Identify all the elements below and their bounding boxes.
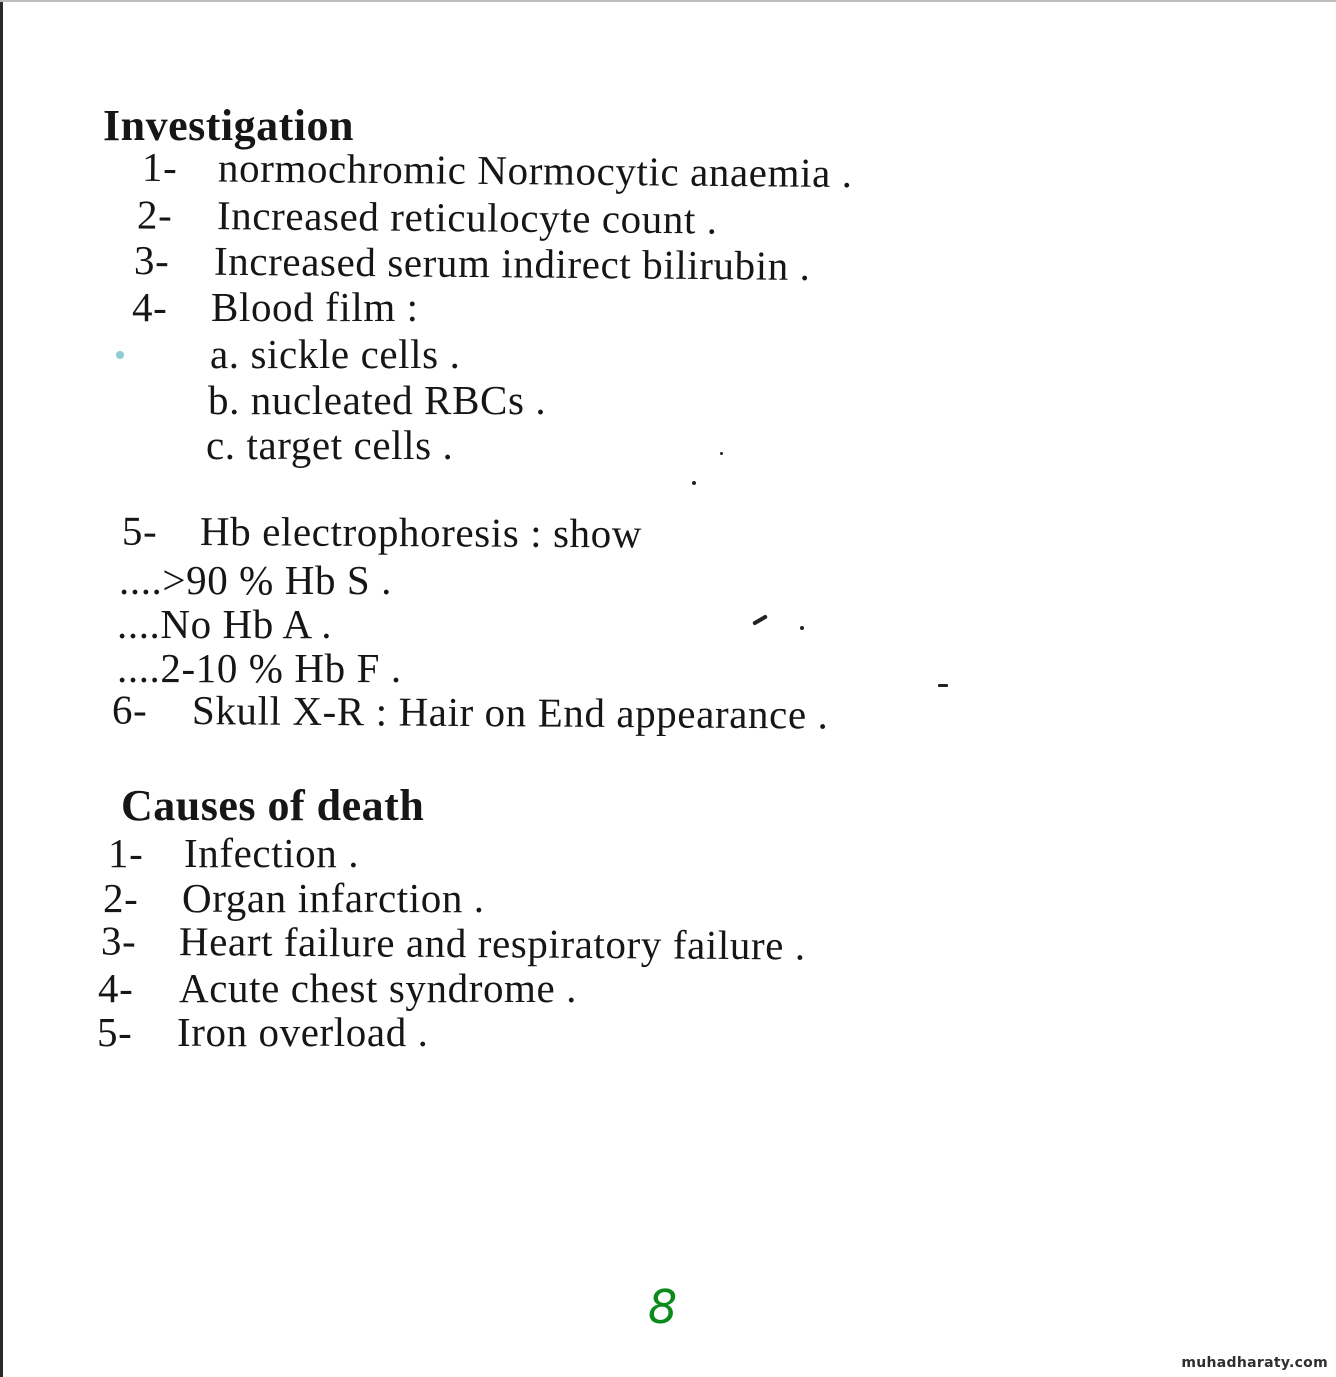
item-text: Skull X-R : Hair on End appearance . <box>191 687 829 738</box>
investigation-item <box>133 237 811 289</box>
scan-speck <box>800 626 804 630</box>
item-number: 4- <box>98 965 134 1011</box>
page-number: 8 <box>648 1280 678 1334</box>
scan-speck <box>938 684 948 687</box>
item-number: 3- <box>133 237 170 284</box>
item-number: 2- <box>136 191 173 238</box>
item-number: 1- <box>141 143 178 191</box>
cause-item <box>97 1009 429 1055</box>
electrophoresis-result: ....2-10 % Hb F . <box>117 645 402 691</box>
scan-border-top <box>0 0 1336 2</box>
item-text: Increased reticulocyte count . <box>216 192 718 243</box>
watermark: muhadharaty.com <box>1181 1355 1328 1371</box>
blood-film-item: b. nucleated RBCs . <box>208 377 547 423</box>
investigation-item <box>141 143 853 197</box>
cause-item <box>108 830 360 876</box>
causes-of-death-heading: Causes of death <box>121 781 425 830</box>
item-number: 5- <box>97 1009 133 1055</box>
skull-xray-item <box>111 686 829 738</box>
cause-item <box>100 917 806 969</box>
item-text: Hb electrophoresis : show <box>199 508 643 557</box>
cause-item <box>103 875 485 921</box>
scan-speck <box>720 452 723 455</box>
cause-item <box>98 965 578 1011</box>
item-text: Blood film : <box>211 284 419 330</box>
electrophoresis-item <box>121 507 643 557</box>
item-number: 5- <box>121 507 158 554</box>
item-text: Heart failure and respiratory failure . <box>178 918 806 969</box>
item-text: Infection . <box>184 830 360 876</box>
scan-border-left <box>0 0 3 1377</box>
blood-film-item: a. sickle cells . <box>210 331 461 377</box>
scan-speck <box>752 614 768 625</box>
scan-speck <box>116 351 124 359</box>
item-number: 1- <box>108 830 144 876</box>
investigation-item <box>136 191 718 243</box>
electrophoresis-result: ....>90 % Hb S . <box>119 557 393 603</box>
item-number: 2- <box>103 875 139 921</box>
investigation-heading: Investigation <box>103 101 354 150</box>
item-number: 6- <box>111 686 148 733</box>
item-number: 4- <box>132 284 168 330</box>
item-text: normochromic Normocytic anaemia . <box>217 144 853 197</box>
electrophoresis-result: ....No Hb A . <box>117 601 333 647</box>
investigation-item <box>132 284 419 330</box>
item-text: Acute chest syndrome . <box>179 965 578 1011</box>
item-number: 3- <box>100 917 137 964</box>
item-text: Organ infarction . <box>182 875 485 921</box>
item-text: Iron overload . <box>177 1009 429 1055</box>
blood-film-item: c. target cells . <box>206 422 454 468</box>
scan-speck <box>692 481 696 485</box>
item-text: Increased serum indirect bilirubin . <box>213 237 811 289</box>
